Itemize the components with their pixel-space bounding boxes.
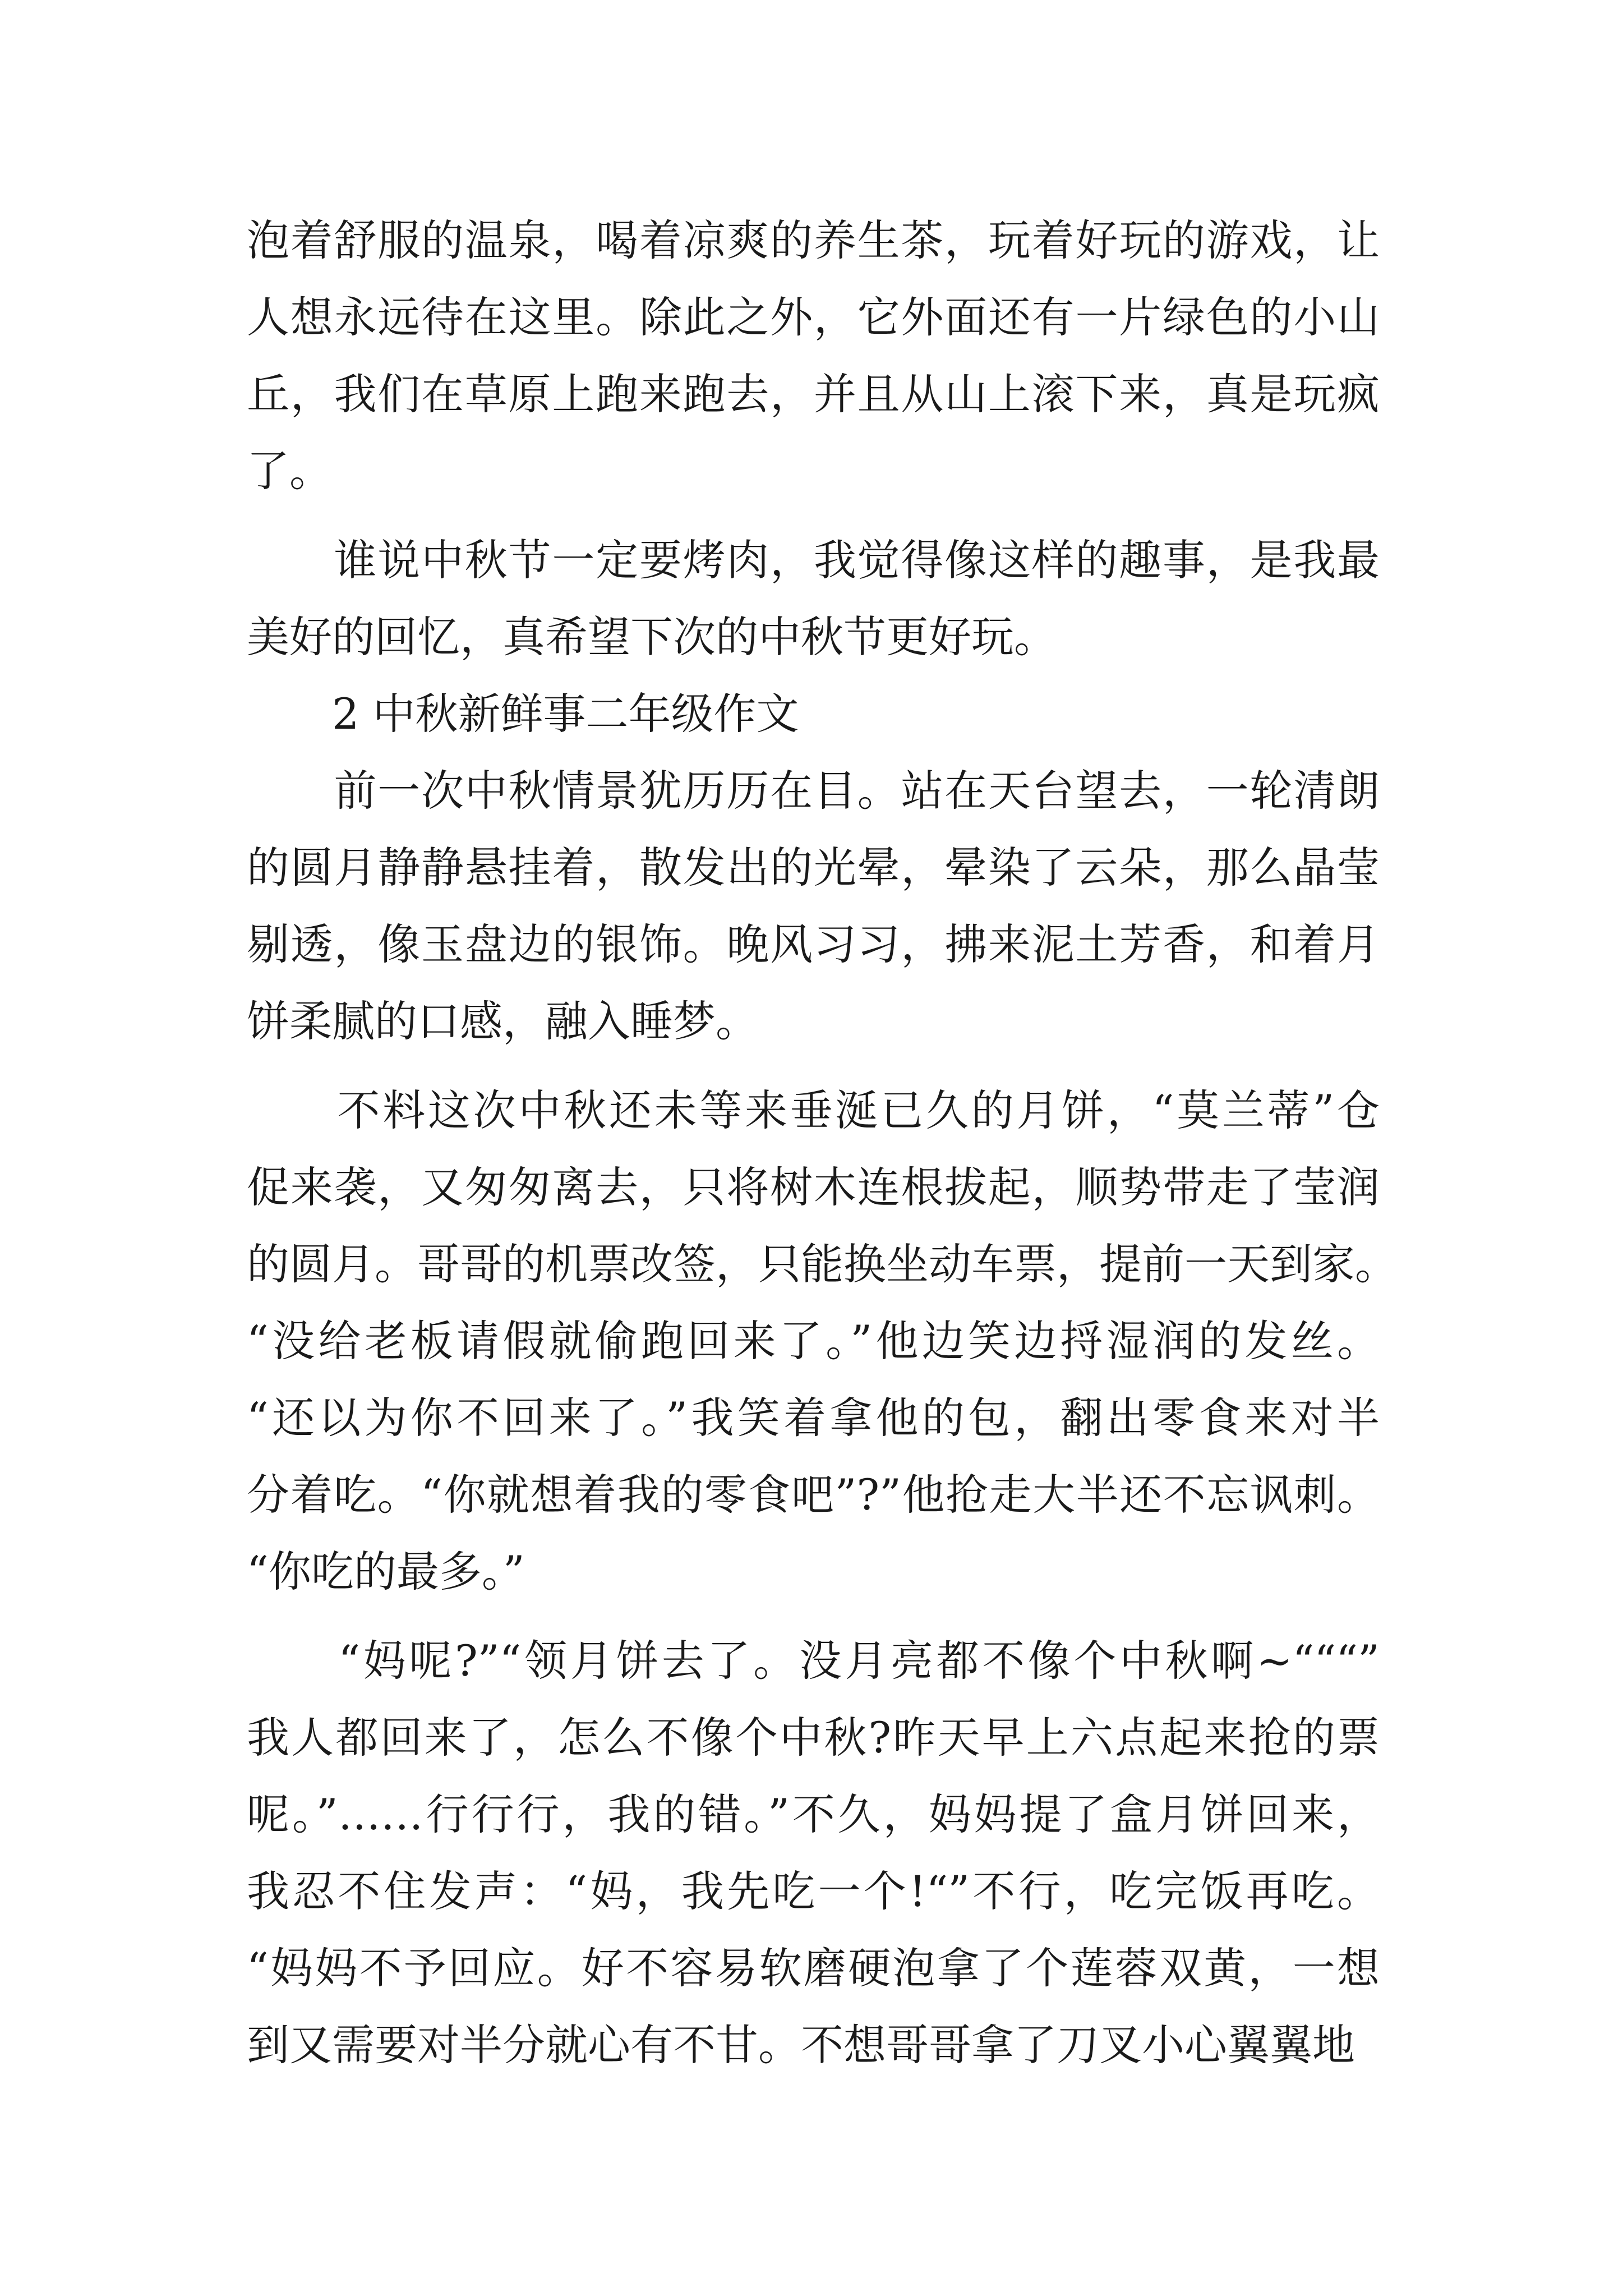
text-line: 泡着舒服的温泉，喝着凉爽的养生茶，玩着好玩的游戏，让 bbox=[247, 215, 1380, 265]
section-heading bbox=[247, 675, 1380, 752]
text-line: 人想永远待在这里。除此之外，它外面还有一片绿色的小山 bbox=[247, 292, 1380, 342]
text-line: 饼柔腻的口感，融入睡梦。 bbox=[247, 996, 758, 1046]
text-line: “没给老板请假就偷跑回来了。”他边笑边捋湿润的发丝。 bbox=[247, 1316, 1380, 1366]
paragraph bbox=[247, 752, 1380, 1060]
document-body bbox=[247, 202, 1398, 2083]
text-line: 谁说中秋节一定要烤肉，我觉得像这样的趣事，是我最 bbox=[247, 535, 1380, 585]
text-line: 分着吃。“你就想着我的零食吧”?”他抢走大半还不忘讽刺。 bbox=[247, 1470, 1380, 1520]
text-line: 的圆月静静悬挂着，散发出的光晕，晕染了云朵，那么晶莹 bbox=[247, 843, 1380, 892]
heading-line: 2 中秋新鲜事二年级作文 bbox=[247, 689, 799, 739]
text-line: “还以为你不回来了。”我笑着拿他的包，翻出零食来对半 bbox=[247, 1393, 1380, 1443]
paragraph bbox=[247, 1622, 1380, 2083]
paragraph bbox=[247, 1072, 1398, 1610]
text-line: 丘，我们在草原上跑来跑去，并且从山上滚下来，真是玩疯 bbox=[247, 369, 1380, 419]
text-line: “妈呢?”“领月饼去了。没月亮都不像个中秋啊~“““” bbox=[247, 1636, 1380, 1686]
text-line: 到又需要对半分就心有不甘。不想哥哥拿了刀叉小心翼翼地 bbox=[247, 2020, 1355, 2070]
text-line: 我忍不住发声：“妈，我先吃一个!“”不行，吃完饭再吃。 bbox=[247, 1866, 1380, 1916]
text-line: 的圆月。哥哥的机票改签，只能换坐动车票，提前一天到家。 bbox=[247, 1239, 1398, 1289]
text-line: 前一次中秋情景犹历历在目。站在天台望去，一轮清朗 bbox=[247, 766, 1380, 816]
text-line: 不料这次中秋还未等来垂涎已久的月饼，“莫兰蒂”仓 bbox=[247, 1085, 1380, 1135]
paragraph bbox=[247, 202, 1380, 509]
text-line: “你吃的最多。” bbox=[247, 1547, 525, 1596]
text-line: 促来袭，又匆匆离去，只将树木连根拔起，顺势带走了莹润 bbox=[247, 1162, 1380, 1212]
text-line: 呢。”……行行行，我的错。”不久，妈妈提了盒月饼回来， bbox=[247, 1789, 1380, 1839]
text-line: “妈妈不予回应。好不容易软磨硬泡拿了个莲蓉双黄，一想 bbox=[247, 1943, 1380, 1993]
text-line: 美好的回忆，真希望下次的中秋节更好玩。 bbox=[247, 612, 1057, 662]
text-line: 了。 bbox=[247, 446, 332, 496]
text-line: 我人都回来了，怎么不像个中秋?昨天早上六点起来抢的票 bbox=[247, 1713, 1380, 1763]
text-line: 剔透，像玉盘边的银饰。晚风习习，拂来泥土芳香，和着月 bbox=[247, 919, 1380, 969]
paragraph bbox=[247, 522, 1380, 675]
